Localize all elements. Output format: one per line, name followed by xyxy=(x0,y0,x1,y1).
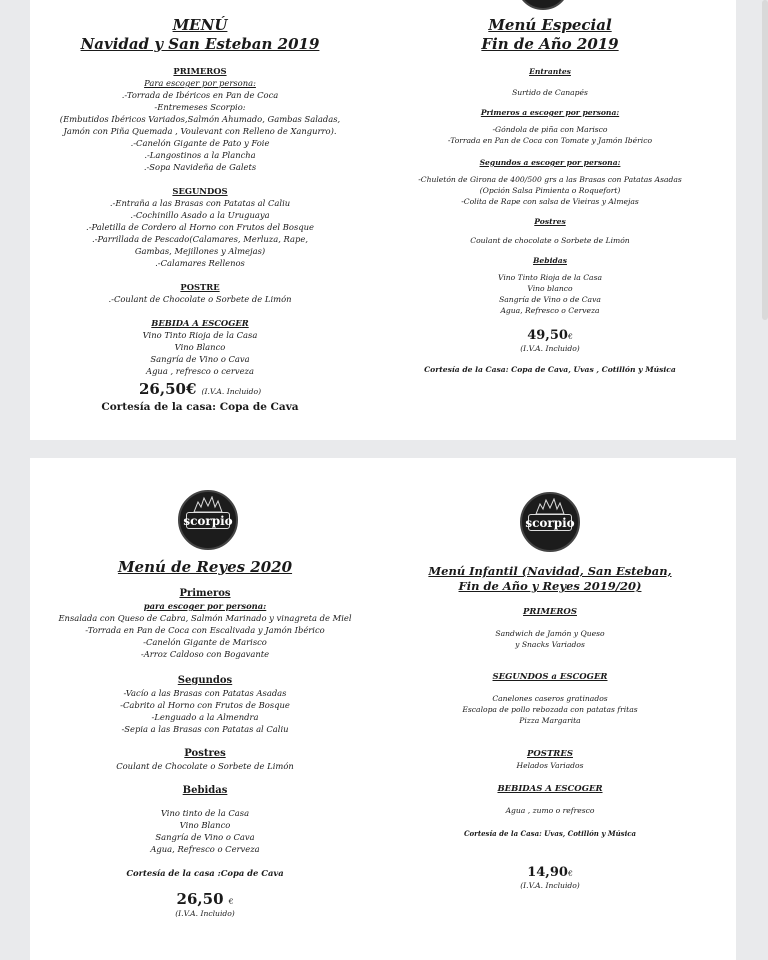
currency: € xyxy=(567,332,573,341)
flame-icon xyxy=(534,498,566,514)
flame-icon xyxy=(192,496,224,512)
list-item: Vino Blanco xyxy=(179,820,231,830)
list-item: -Torrada en Pan de Coca con Escalivada y Jamón Ibérico xyxy=(85,625,325,635)
scorpio-logo xyxy=(520,492,580,552)
section-heading: Primeros a escoger por persona: xyxy=(480,108,620,117)
section-heading: POSTRES xyxy=(527,749,573,759)
list-item: .-Parrillada de Pescado(Calamares, Merluza, Rape, xyxy=(91,234,309,244)
list-item: .-Cochinillo Asado a la Uruguaya xyxy=(130,210,270,220)
section-note: Para escoger por persona: xyxy=(144,78,256,88)
menu-subtitle: Navidad y San Esteban 2019 xyxy=(80,35,320,53)
list-item: Sangría de Vino o Cava xyxy=(155,832,255,842)
list-item: .-Torrada de Ibéricos en Pan de Coca xyxy=(121,90,279,100)
list-item: Agua , refresco o cerveza xyxy=(146,366,254,376)
price-note: (I.V.A. Incluido) xyxy=(175,909,235,918)
section-heading: PRIMEROS xyxy=(173,66,227,76)
section-heading: Bebidas xyxy=(182,785,228,796)
price-note: (I.V.A. Incluido) xyxy=(520,881,580,890)
list-item: -Chuletón de Girona de 400/500 grs a las Brasas con Patatas Asadas xyxy=(418,175,682,184)
logo-text: scorpio xyxy=(525,516,575,530)
list-item: -Góndola de piña con Marisco xyxy=(492,125,608,134)
price: 49,50 xyxy=(527,328,568,343)
list-item: -Arroz Caldoso con Bogavante xyxy=(140,649,270,659)
section-heading: Postres xyxy=(184,748,226,759)
section-heading: PRIMEROS xyxy=(523,607,577,617)
list-item: Vino blanco xyxy=(527,284,573,293)
scrollbar[interactable] xyxy=(762,0,768,320)
price-note: (I.V.A. Incluido) xyxy=(520,344,580,353)
list-item: y Snacks Variados xyxy=(515,640,585,649)
menu-title: Menú Infantil (Navidad, San Esteban, xyxy=(428,564,672,578)
menu-title: Menú de Reyes 2020 xyxy=(117,558,293,576)
list-item: -Torrada en Pan de Coca con Tomate y Jamón Ibérico xyxy=(447,136,653,145)
menu-reyes xyxy=(50,558,360,919)
menu-card-top xyxy=(30,0,736,440)
menu-fin-de-ano xyxy=(390,16,710,375)
list-item: -Lenguado a la Almendra xyxy=(151,712,259,722)
section-heading: BEBIDAS A ESCOGER xyxy=(497,784,603,794)
section-note: para escoger por persona: xyxy=(143,601,267,611)
list-item: Ensalada con Queso de Cabra, Salmón Marinado y vinagreta de Miel xyxy=(58,613,352,623)
list-item: -Cabrito al Horno con Frutos de Bosque xyxy=(120,700,290,710)
list-item: .-Langostinos a la Plancha xyxy=(144,150,256,160)
list-item: Coulant de chocolate o Sorbete de Limón xyxy=(470,236,630,245)
currency: € xyxy=(567,869,573,878)
list-item: Gambas, Mejillones y Almejas) xyxy=(134,246,266,256)
list-item: .-Canelón Gigante de Pato y Foie xyxy=(130,138,270,148)
menu-subtitle: Fin de Año 2019 xyxy=(481,35,619,53)
list-item: (Opción Salsa Pimienta o Roquefort) xyxy=(479,186,621,195)
cortesia-note: Cortesía de la Casa: Copa de Cava, Uvas , Cotillón y Música xyxy=(424,365,676,374)
list-item: .-Entraña a las Brasas con Patatas al Caliu xyxy=(109,198,291,208)
list-item: Helados Variados xyxy=(516,761,584,770)
list-item: Sandwich de Jamón y Queso xyxy=(495,629,605,638)
section-heading: Bebidas xyxy=(533,256,567,265)
section-heading: SEGUNDOS a ESCOGER xyxy=(492,672,608,682)
scorpio-logo-cut xyxy=(516,0,570,10)
list-item: Pizza Margarita xyxy=(519,716,581,725)
menu-infantil xyxy=(390,564,710,891)
list-item: -Colita de Rape con salsa de Vieiras y Almejas xyxy=(461,197,639,206)
section-heading: Primeros xyxy=(179,588,231,599)
section-heading: POSTRE xyxy=(180,282,220,292)
menu-title-line2: Fin de Año y Reyes 2019/20) xyxy=(458,579,642,593)
price: 26,50 xyxy=(176,890,224,908)
scorpio-logo xyxy=(178,490,238,550)
list-item: Vino Blanco xyxy=(174,342,226,352)
list-item: Vino Tinto Rioja de la Casa xyxy=(498,273,602,282)
logo-text: scorpio xyxy=(183,514,233,528)
section-heading: Postres xyxy=(534,217,566,226)
list-item: .-Calamares Rellenos xyxy=(155,258,245,268)
price: 26,50€ xyxy=(138,380,197,398)
section-heading: Segundos xyxy=(177,675,233,686)
list-item: -Canelón Gigante de Marisco xyxy=(143,637,267,647)
list-item: -Entremeses Scorpio: xyxy=(154,102,246,112)
list-item: Agua, Refresco o Cerveza xyxy=(150,844,260,854)
cortesia-note: Cortesía de la Casa: Uvas, Cotillón y Música xyxy=(463,829,637,838)
menu-title: MENÚ xyxy=(172,16,228,34)
list-item: Jamón con Piña Quemada , Voulevant con Relleno de Xangurro). xyxy=(63,126,337,136)
list-item: (Embutidos Ibéricos Variados,Salmón Ahumado, Gambas Saladas, xyxy=(59,114,341,124)
list-item: -Vacío a las Brasas con Patatas Asadas xyxy=(123,688,287,698)
menu-title: Menú Especial xyxy=(488,16,612,34)
list-item: Sangría de Vino o Cava xyxy=(150,354,250,364)
list-item: Canelones caseros gratinados xyxy=(492,694,608,703)
list-item: Vino Tinto Rioja de la Casa xyxy=(142,330,258,340)
cortesia-note: Cortesía de la casa: Copa de Cava xyxy=(101,401,299,413)
list-item: Coulant de Chocolate o Sorbete de Limón xyxy=(116,761,294,771)
list-item: Vino tinto de la Casa xyxy=(160,808,250,818)
list-item: Escalopa de pollo rebozada con patatas fritas xyxy=(462,705,638,714)
cortesia-note: Cortesía de la casa :Copa de Cava xyxy=(126,868,284,878)
list-item: Agua, Refresco o Cerveza xyxy=(500,306,600,315)
menu-card-bottom xyxy=(30,458,736,960)
list-item: Sangría de Vino o de Cava xyxy=(499,295,601,304)
list-item: .-Sopa Navideña de Galets xyxy=(143,162,257,172)
list-item: Surtido de Canapés xyxy=(512,88,588,97)
section-heading: Entrantes xyxy=(529,67,571,76)
section-heading: BEBIDA A ESCOGER xyxy=(151,318,249,328)
currency: € xyxy=(228,897,234,906)
section-heading: Segundos a escoger por persona: xyxy=(479,158,621,167)
list-item: Agua , zumo o refresco xyxy=(505,806,595,815)
list-item: -Sepia a las Brasas con Patatas al Caliu xyxy=(121,724,289,734)
section-heading: SEGUNDOS xyxy=(172,186,228,196)
list-item: .-Paletilla de Cordero al Horno con Frutos del Bosque xyxy=(86,222,314,232)
menu-navidad xyxy=(50,16,350,415)
price: 14,90 xyxy=(527,865,568,880)
price-note: (I.V.A. Incluido) xyxy=(201,387,262,396)
list-item: .-Coulant de Chocolate o Sorbete de Limón xyxy=(108,294,292,304)
